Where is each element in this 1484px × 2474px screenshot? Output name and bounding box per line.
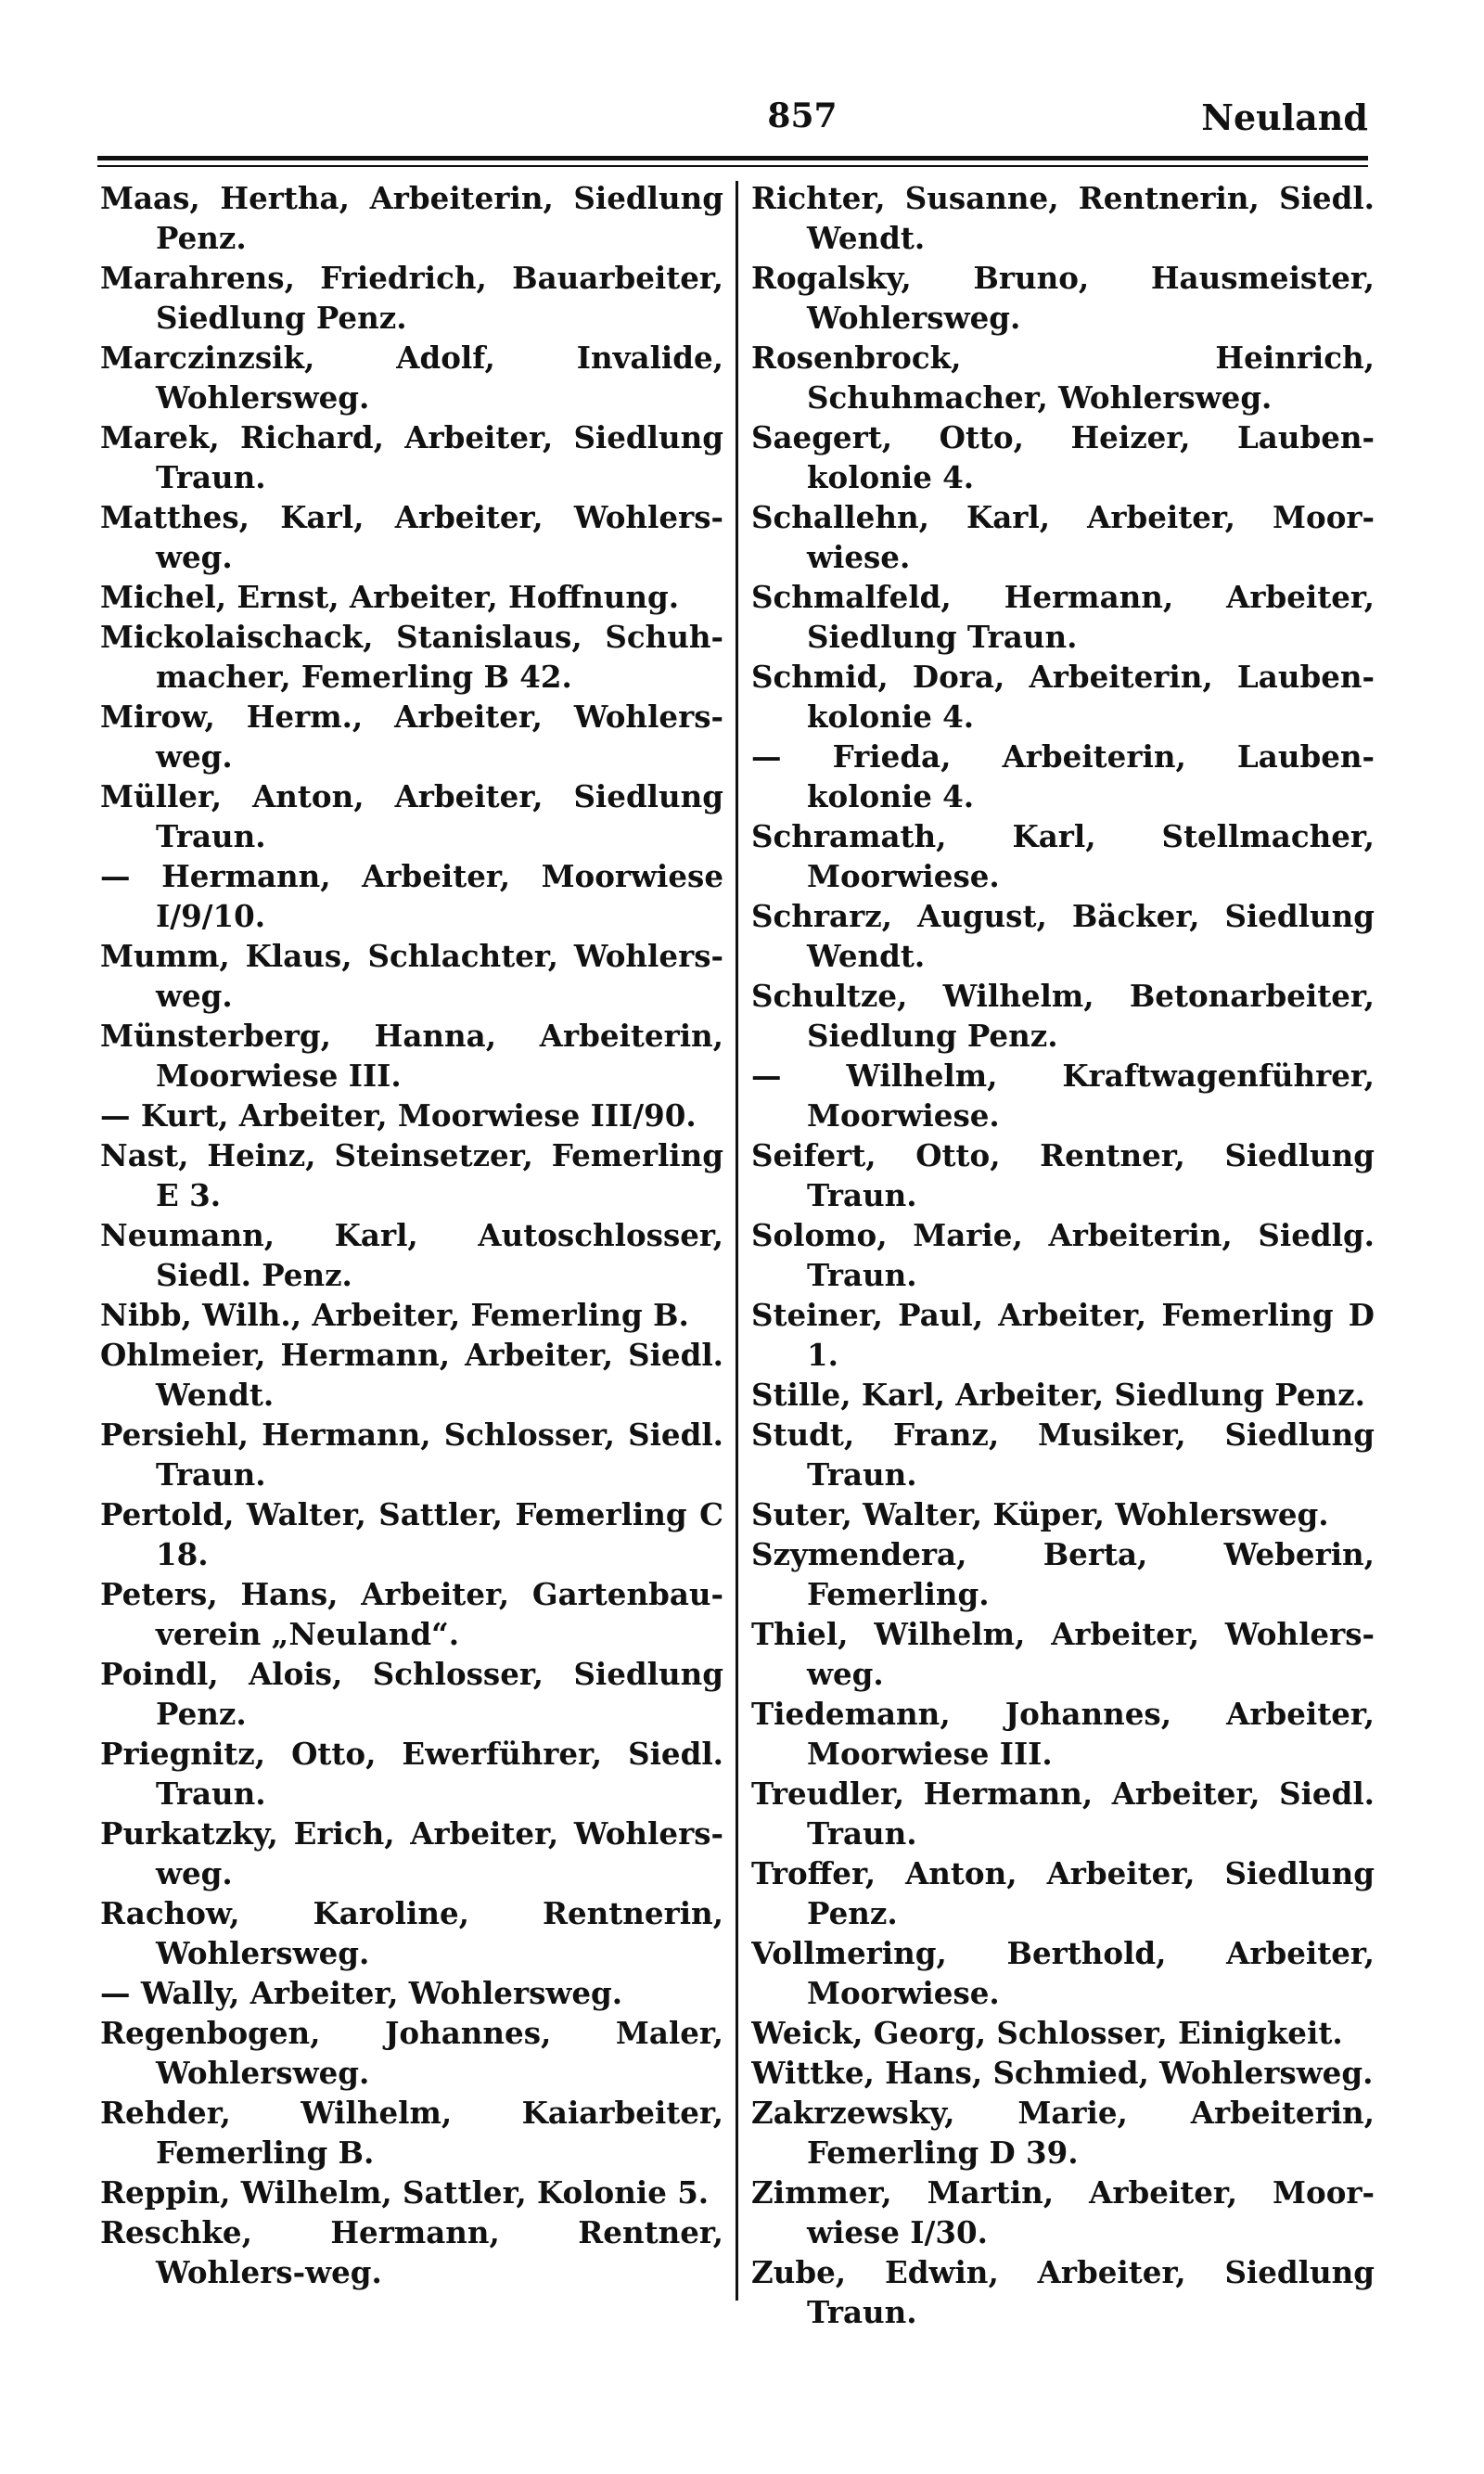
directory-entry: Solomo, Marie, Arbeiterin, Siedlg. Traun. <box>751 1217 1375 1293</box>
directory-entry: Münsterberg, Hanna, Arbeiterin, Moorwiese III. <box>100 1018 723 1094</box>
directory-entry: Suter, Walter, Küper, Wohlersweg. <box>751 1496 1329 1532</box>
directory-entry: Weick, Georg, Schlosser, Einigkeit. <box>751 2015 1343 2051</box>
directory-entry: Schramath, Karl, Stellmacher, Moorwiese. <box>751 818 1375 894</box>
directory-entry: Rogalsky, Bruno, Hausmeister, Wohlersweg. <box>751 260 1375 336</box>
directory-entry: Zakrzewsky, Marie, Arbeiterin, Femerling D 39. <box>751 2095 1375 2171</box>
directory-entry: Müller, Anton, Arbeiter, Siedlung Traun. <box>100 778 723 854</box>
right-column <box>751 178 1375 2332</box>
directory-entry: Schrarz, August, Bäcker, Siedlung Wendt. <box>751 898 1375 974</box>
directory-entry: Rehder, Wilhelm, Kaiarbeiter, Femerling B. <box>100 2095 723 2171</box>
header-rule-thin <box>97 165 1368 167</box>
directory-entry: Treudler, Hermann, Arbeiter, Siedl. Traun. <box>751 1775 1375 1852</box>
directory-entry: Schmid, Dora, Arbeiterin, Lauben-kolonie 4. <box>751 659 1375 735</box>
page-header <box>97 96 1368 143</box>
directory-entry: Neumann, Karl, Autoschlosser, Siedl. Penz. <box>100 1217 723 1293</box>
directory-entry: Wittke, Hans, Schmied, Wohlersweg. <box>751 2055 1374 2091</box>
page-number: 857 <box>767 96 838 135</box>
left-column <box>100 178 723 2292</box>
directory-entry: Rosenbrock, Heinrich, Schuhmacher, Wohlersweg. <box>751 340 1375 416</box>
directory-entry: Schallehn, Karl, Arbeiter, Moor-wiese. <box>751 499 1375 575</box>
column-divider <box>736 181 738 2301</box>
directory-entry: Steiner, Paul, Arbeiter, Femerling D 1. <box>751 1297 1375 1373</box>
directory-entry: Nast, Heinz, Steinsetzer, Femerling E 3. <box>100 1137 723 1213</box>
directory-entry: Reppin, Wilhelm, Sattler, Kolonie 5. <box>100 2174 710 2211</box>
directory-entry: Troffer, Anton, Arbeiter, Siedlung Penz. <box>751 1855 1375 1931</box>
directory-entry: Zimmer, Martin, Arbeiter, Moor-wiese I/30. <box>751 2174 1375 2250</box>
directory-entry: Zube, Edwin, Arbeiter, Siedlung Traun. <box>751 2254 1375 2330</box>
directory-entry: Szymendera, Berta, Weberin, Femerling. <box>751 1536 1375 1612</box>
directory-entry: Purkatzky, Erich, Arbeiter, Wohlers-weg. <box>100 1815 723 1891</box>
directory-entry: Priegnitz, Otto, Ewerführer, Siedl. Traun. <box>100 1736 723 1812</box>
directory-entry: — Frieda, Arbeiterin, Lauben-kolonie 4. <box>751 738 1375 814</box>
directory-entry: Matthes, Karl, Arbeiter, Wohlers-weg. <box>100 499 723 575</box>
directory-entry: Michel, Ernst, Arbeiter, Hoffnung. <box>100 579 680 615</box>
directory-entry: Peters, Hans, Arbeiter, Gartenbau-verein „Neuland“. <box>100 1576 723 1652</box>
directory-entry: Seifert, Otto, Rentner, Siedlung Traun. <box>751 1137 1375 1213</box>
directory-entry: Marahrens, Friedrich, Bauarbeiter, Siedlung Penz. <box>100 260 723 336</box>
directory-entry: Thiel, Wilhelm, Arbeiter, Wohlers-weg. <box>751 1616 1375 1692</box>
directory-entry: Poindl, Alois, Schlosser, Siedlung Penz. <box>100 1656 723 1732</box>
directory-entry: Vollmering, Berthold, Arbeiter, Moorwiese. <box>751 1935 1375 2011</box>
directory-entry: Rachow, Karoline, Rentnerin, Wohlersweg. <box>100 1895 723 1971</box>
directory-entry: Studt, Franz, Musiker, Siedlung Traun. <box>751 1416 1375 1493</box>
running-head: Neuland <box>1201 96 1368 138</box>
header-rule-thick <box>97 156 1368 160</box>
directory-entry: Persiehl, Hermann, Schlosser, Siedl. Traun. <box>100 1416 723 1493</box>
directory-entry: — Kurt, Arbeiter, Moorwiese III/90. <box>100 1097 697 1134</box>
directory-entry: Richter, Susanne, Rentnerin, Siedl. Wendt. <box>751 180 1375 256</box>
directory-entry: — Hermann, Arbeiter, Moorwiese I/9/10. <box>100 858 723 934</box>
directory-entry: Nibb, Wilh., Arbeiter, Femerling B. <box>100 1297 689 1333</box>
directory-entry: Schmalfeld, Hermann, Arbeiter, Siedlung Traun. <box>751 579 1375 655</box>
directory-entry: Reschke, Hermann, Rentner, Wohlers-weg. <box>100 2214 723 2290</box>
directory-entry: Mumm, Klaus, Schlachter, Wohlers-weg. <box>100 938 723 1014</box>
directory-entry: Saegert, Otto, Heizer, Lauben-kolonie 4. <box>751 419 1375 495</box>
directory-entry: Regenbogen, Johannes, Maler, Wohlersweg. <box>100 2015 723 2091</box>
directory-entry: Tiedemann, Johannes, Arbeiter, Moorwiese III. <box>751 1696 1375 1772</box>
directory-entry: Stille, Karl, Arbeiter, Siedlung Penz. <box>751 1377 1365 1413</box>
directory-entry: — Wilhelm, Kraftwagenführer, Moorwiese. <box>751 1058 1375 1134</box>
directory-entry: — Wally, Arbeiter, Wohlersweg. <box>100 1975 623 2011</box>
directory-entry: Marek, Richard, Arbeiter, Siedlung Traun. <box>100 419 723 495</box>
directory-entry: Mickolaischack, Stanislaus, Schuh-macher, Femerling B 42. <box>100 619 723 695</box>
directory-entry: Schultze, Wilhelm, Betonarbeiter, Siedlung Penz. <box>751 978 1375 1054</box>
directory-entry: Pertold, Walter, Sattler, Femerling C 18. <box>100 1496 723 1572</box>
directory-entry: Ohlmeier, Hermann, Arbeiter, Siedl. Wendt. <box>100 1337 723 1413</box>
directory-entry: Mirow, Herm., Arbeiter, Wohlers-weg. <box>100 699 723 775</box>
directory-entry: Marczinzsik, Adolf, Invalide, Wohlersweg. <box>100 340 723 416</box>
directory-entry: Maas, Hertha, Arbeiterin, Siedlung Penz. <box>100 180 723 256</box>
